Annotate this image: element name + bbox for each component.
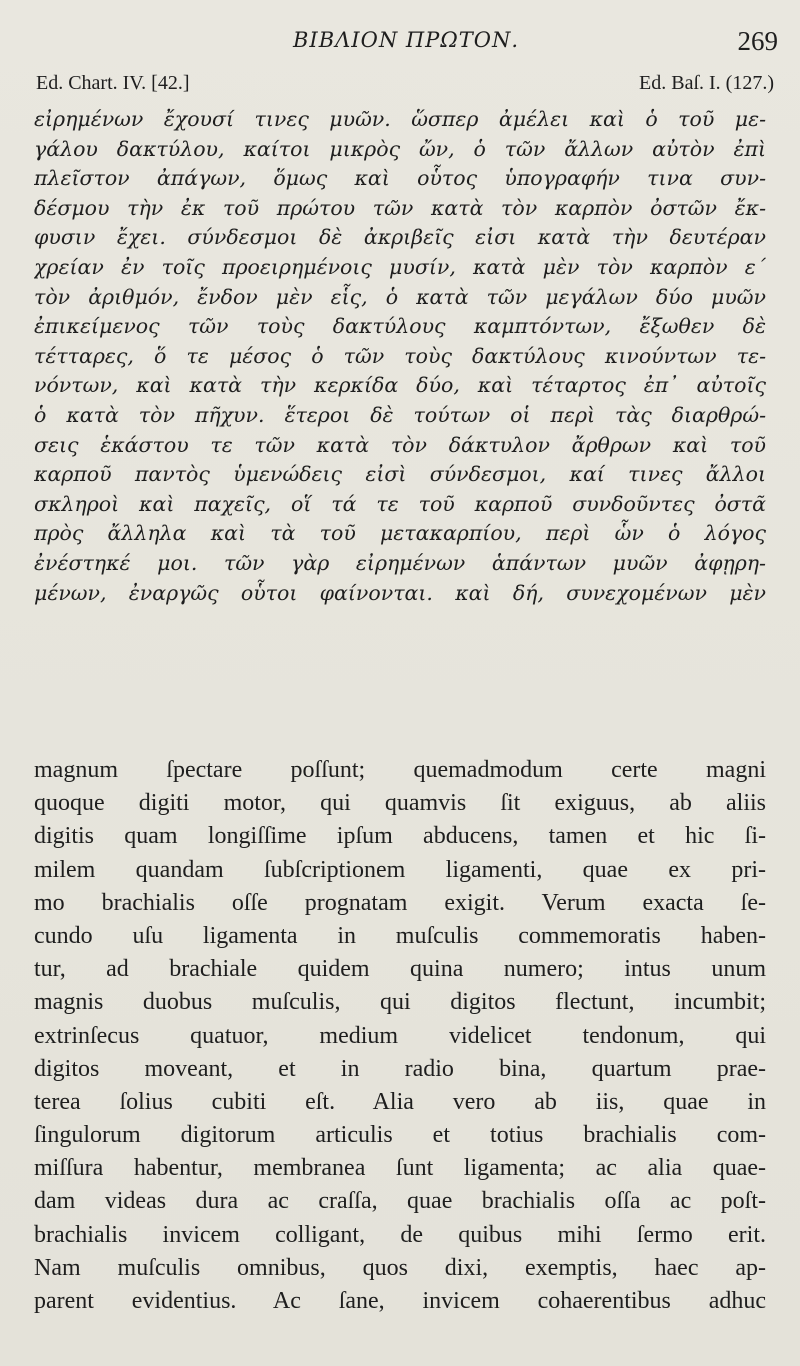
latin-text-line: milem quandam ſubſcriptionem ligamenti, quae ex pri-	[34, 856, 766, 883]
edition-references	[36, 72, 774, 102]
greek-text-line: πρὸς ἄλληλα καὶ τὰ τοῦ μετακαρπίου, περὶ ὧν ὁ λόγος	[34, 521, 766, 546]
greek-text-line: χρείαν ἐν τοῖς προειρημένοις μυσίν, κατὰ μὲν τὸν καρπὸν ε΄	[34, 254, 766, 279]
edition-left: Ed. Chart. IV. [42.]	[36, 72, 190, 94]
latin-text-line: magnum ſpectare poſſunt; quemadmodum certe magni	[34, 757, 766, 783]
latin-text-line: extrinſecus quatuor, medium videlicet tendonum, qui	[34, 1022, 766, 1049]
greek-text-line: γάλου δακτύλου, καίτοι μικρὸς ὤν, ὁ τῶν ἄλλων αὐτὸν ἐπὶ	[34, 136, 766, 161]
latin-text-line: brachialis invicem colligant, de quibus mihi ſermo erit.	[34, 1221, 766, 1248]
greek-text-line: ἐπικείμενος τῶν τοὺς δακτύλους καμπτόντων, ἔξωθεν δὲ	[34, 314, 766, 339]
latin-text-line: tur, ad brachiale quidem quina numero; intus unum	[34, 956, 766, 983]
greek-text-line: εἰρημένων ἔχουσί τινες μυῶν. ὥσπερ ἀμέλει καὶ ὁ τοῦ με-	[34, 107, 766, 131]
latin-text-line: terea ſolius cubiti eſt. Alia vero ab iis, quae in	[34, 1088, 766, 1115]
edition-right: Ed. Baſ. I. (127.)	[639, 72, 774, 94]
latin-text-line: quoque digiti motor, qui quamvis ſit exiguus, ab aliis	[34, 790, 766, 817]
running-head	[34, 22, 778, 62]
running-title: ΒΙΒΛΙΟΝ ΠΡΩΤΟΝ.	[292, 28, 519, 52]
greek-text-block	[34, 105, 766, 608]
greek-text-line: νόντων, καὶ κατὰ τὴν κερκίδα δύο, καὶ τέταρτος ἐπ᾽ αὐτοῖς	[34, 373, 766, 398]
latin-text-line: digitos moveant, et in radio bina, quartum prae-	[34, 1055, 766, 1082]
greek-text-line: μένων, ἐναργῶς οὗτοι φαίνονται. καὶ δή, συνεχομένων μὲν	[34, 580, 766, 605]
latin-text-block	[34, 754, 766, 1318]
greek-text-line: ὁ κατὰ τὸν πῆχυν. ἕτεροι δὲ τούτων οἱ περὶ τὰς διαρθρώ-	[34, 402, 766, 427]
greek-text-line: τὸν ἀριθμόν, ἔνδον μὲν εἷς, ὁ κατὰ τῶν μεγάλων δύο μυῶν	[34, 284, 766, 309]
latin-text-line: miſſura habentur, membranea ſunt ligamenta; ac alia quae-	[34, 1155, 766, 1182]
greek-text-line: δέσμου τὴν ἐκ τοῦ πρώτου τῶν κατὰ τὸν καρπὸν ὀστῶν ἔκ-	[34, 195, 766, 220]
latin-text-line: parent evidentius. Ac ſane, invicem cohaerentibus adhuc	[34, 1288, 766, 1314]
latin-text-line: digitis quam longiſſime ipſum abducens, tamen et hic ſi-	[34, 823, 766, 850]
latin-text-line: Nam muſculis omnibus, quos dixi, exemptis, haec ap-	[34, 1254, 766, 1281]
greek-text-line: φυσιν ἔχει. σύνδεσμοι δὲ ἀκριβεῖς εἰσι κατὰ τὴν δευτέραν	[34, 225, 766, 250]
greek-text-line: σεις ἑκάστου τε τῶν κατὰ τὸν δάκτυλον ἄρθρων καὶ τοῦ	[34, 432, 766, 457]
greek-text-line: καρποῦ παντὸς ὑμενώδεις εἰσὶ σύνδεσμοι, καί τινες ἄλλοι	[34, 462, 766, 487]
latin-text-line: magnis duobus muſculis, qui digitos flectunt, incumbit;	[34, 989, 766, 1016]
greek-text-line: σκληροὶ καὶ παχεῖς, οἵ τά τε τοῦ καρποῦ συνδοῦντες ὀστᾶ	[34, 491, 766, 516]
greek-text-line: τέτταρες, ὅ τε μέσος ὁ τῶν τοὺς δακτύλους κινούντων τε-	[34, 343, 766, 368]
page-number: 269	[737, 26, 778, 56]
latin-text-line: cundo uſu ligamenta in muſculis commemoratis haben-	[34, 922, 766, 949]
greek-text-line: ἐνέστηκέ μοι. τῶν γὰρ εἰρημένων ἁπάντων μυῶν ἀφῃρη-	[34, 550, 766, 575]
latin-text-line: dam videas dura ac craſſa, quae brachialis oſſa ac poſt-	[34, 1188, 766, 1215]
latin-text-line: ſingulorum digitorum articulis et totius brachialis com-	[34, 1122, 766, 1149]
latin-text-line: mo brachialis oſſe prognatam exigit. Verum exacta ſe-	[34, 889, 766, 916]
greek-text-line: πλεῖστον ἀπάγων, ὅμως καὶ οὗτος ὑπογραφήν τινα συν-	[34, 166, 766, 191]
